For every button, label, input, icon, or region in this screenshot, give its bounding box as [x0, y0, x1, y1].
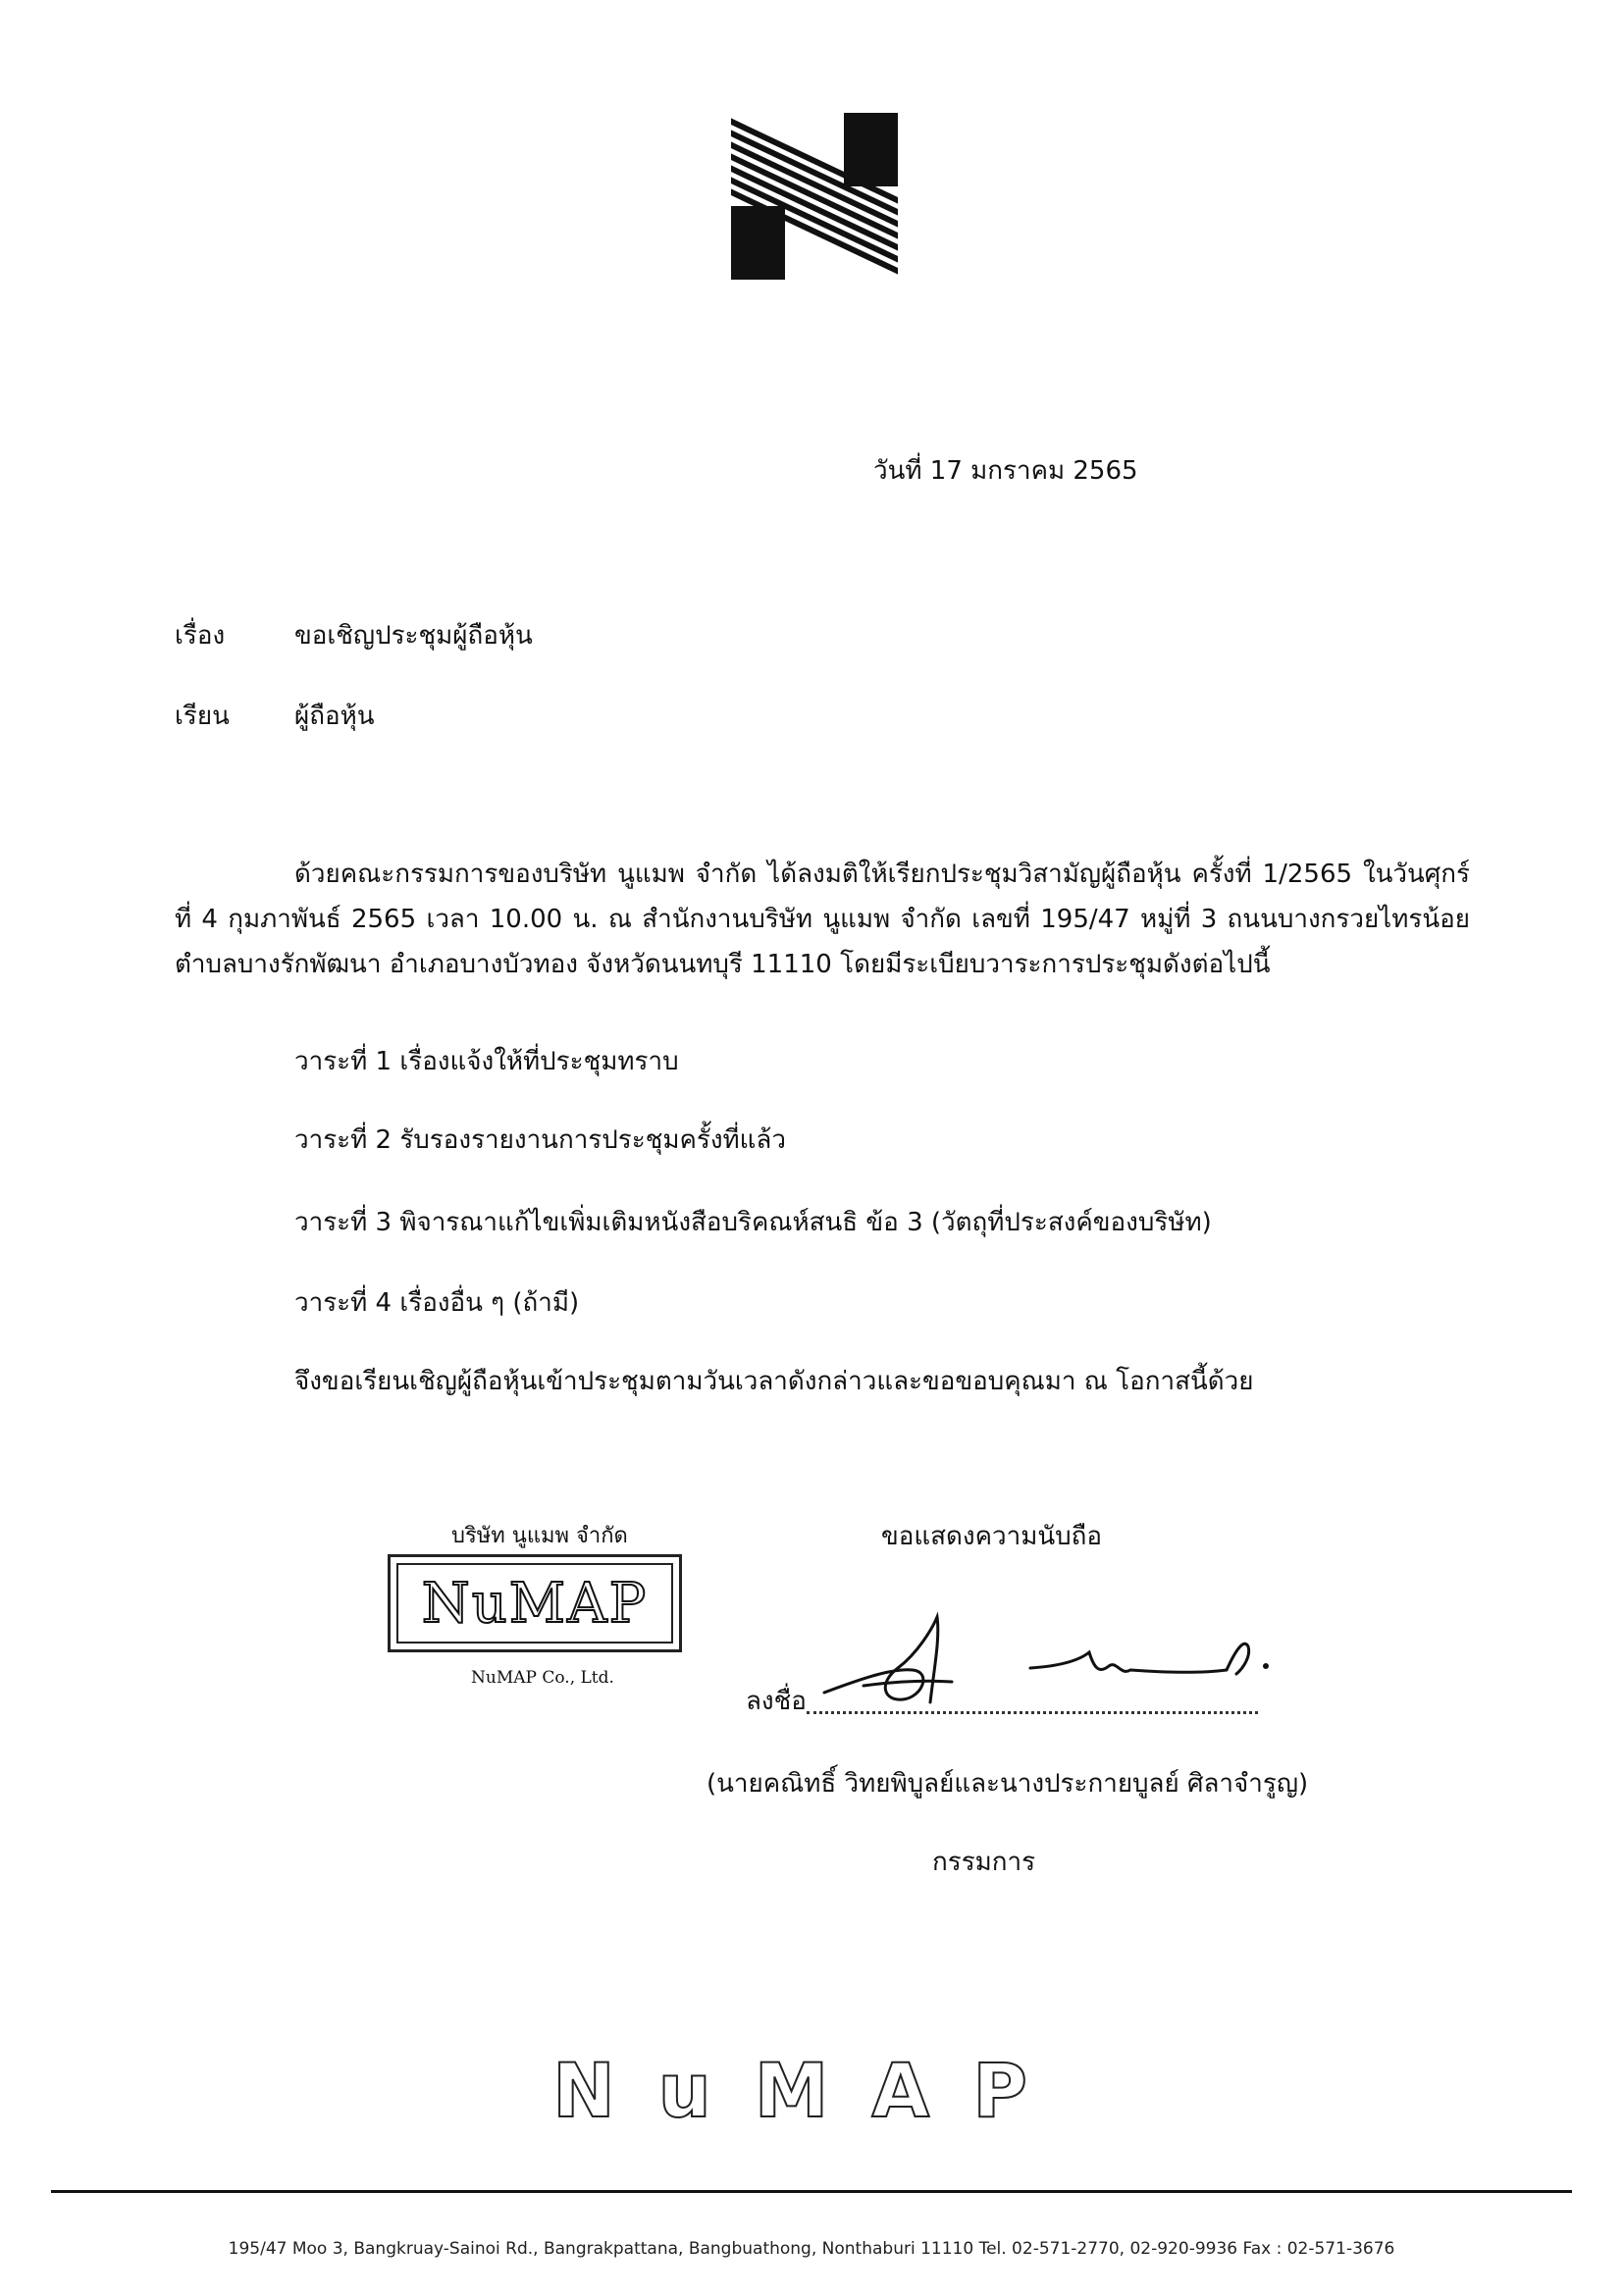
body-paragraph: ด้วยคณะกรรมการของบริษัท นูแมพ จำกัด ได้ลงมติให้เรียกประชุมวิสามัญผู้ถือหุ้น ครั้งที่ 1/2565 ในวันศุกร์ที่ 4 กุมภาพันธ์ 2565 เวลา 10.00 น. ณ สำนักงานบริษัท นูแมพ จำกัด เลขที่ 195/47 หมู่ที่ 3 ถนนบางกรวยไทรน้อย ตำบลบางรักพัฒนา อำเภอบางบัวทอง จังหวัดนนทบุรี 11110 โดยมีระเบียบวาระการประชุมดังต่อไปนี้: [175, 860, 1470, 979]
letter-date: วันที่ 17 มกราคม 2565: [873, 456, 1138, 486]
agenda-item-2: วาระที่ 2 รับรองรายงานการประชุมครั้งที่แล้ว: [294, 1125, 786, 1155]
stamp-logo-text: NuMAP: [396, 1563, 673, 1644]
closing-sentence: จึงขอเรียนเชิญผู้ถือหุ้นเข้าประชุมตามวันเวลาดังกล่าวและขอขอบคุณมา ณ โอกาสนี้ด้วย: [294, 1367, 1254, 1396]
subject-label: เรื่อง: [175, 621, 226, 651]
agenda-item-4: วาระที่ 4 เรื่องอื่น ๆ (ถ้ามี): [294, 1288, 580, 1318]
footer-logo-text: NuMAP: [552, 2047, 1071, 2134]
footer-divider: [51, 2190, 1572, 2193]
signatory-position: กรรมการ: [932, 1848, 1036, 1877]
handwritten-signature-icon: [805, 1609, 1315, 1717]
company-stamp: [388, 1554, 682, 1652]
stamp-company-thai: บริษัท นูแมพ จำกัด: [451, 1524, 628, 1548]
sign-label: ลงชื่อ: [746, 1687, 807, 1716]
agenda-item-1: วาระที่ 1 เรื่องแจ้งให้ที่ประชุมทราบ: [294, 1047, 679, 1076]
recipient-label: เรียน: [175, 702, 230, 731]
agenda-item-3: วาระที่ 3 พิจารณาแก้ไขเพิ่มเติมหนังสือบริคณห์สนธิ ข้อ 3 (วัตถุที่ประสงค์ของบริษัท): [294, 1208, 1212, 1237]
numap-n-logo-icon: [731, 113, 898, 280]
recipient-text: ผู้ถือหุ้น: [294, 702, 375, 731]
regards-text: ขอแสดงความนับถือ: [881, 1522, 1102, 1551]
subject-text: ขอเชิญประชุมผู้ถือหุ้น: [294, 621, 533, 651]
footer-address: 195/47 Moo 3, Bangkruay-Sainoi Rd., Bangrakpattana, Bangbuathong, Nonthaburi 11110 Tel. 02-571-2770, 02-920-9936 Fax : 02-571-3676: [228, 2239, 1395, 2259]
stamp-company-english: NuMAP Co., Ltd.: [471, 1668, 614, 1688]
signatory-names: (นายคณิทธิ์ วิทยพิบูลย์และนางประกายบูลย์ ศิลาจำรูญ): [707, 1769, 1309, 1799]
